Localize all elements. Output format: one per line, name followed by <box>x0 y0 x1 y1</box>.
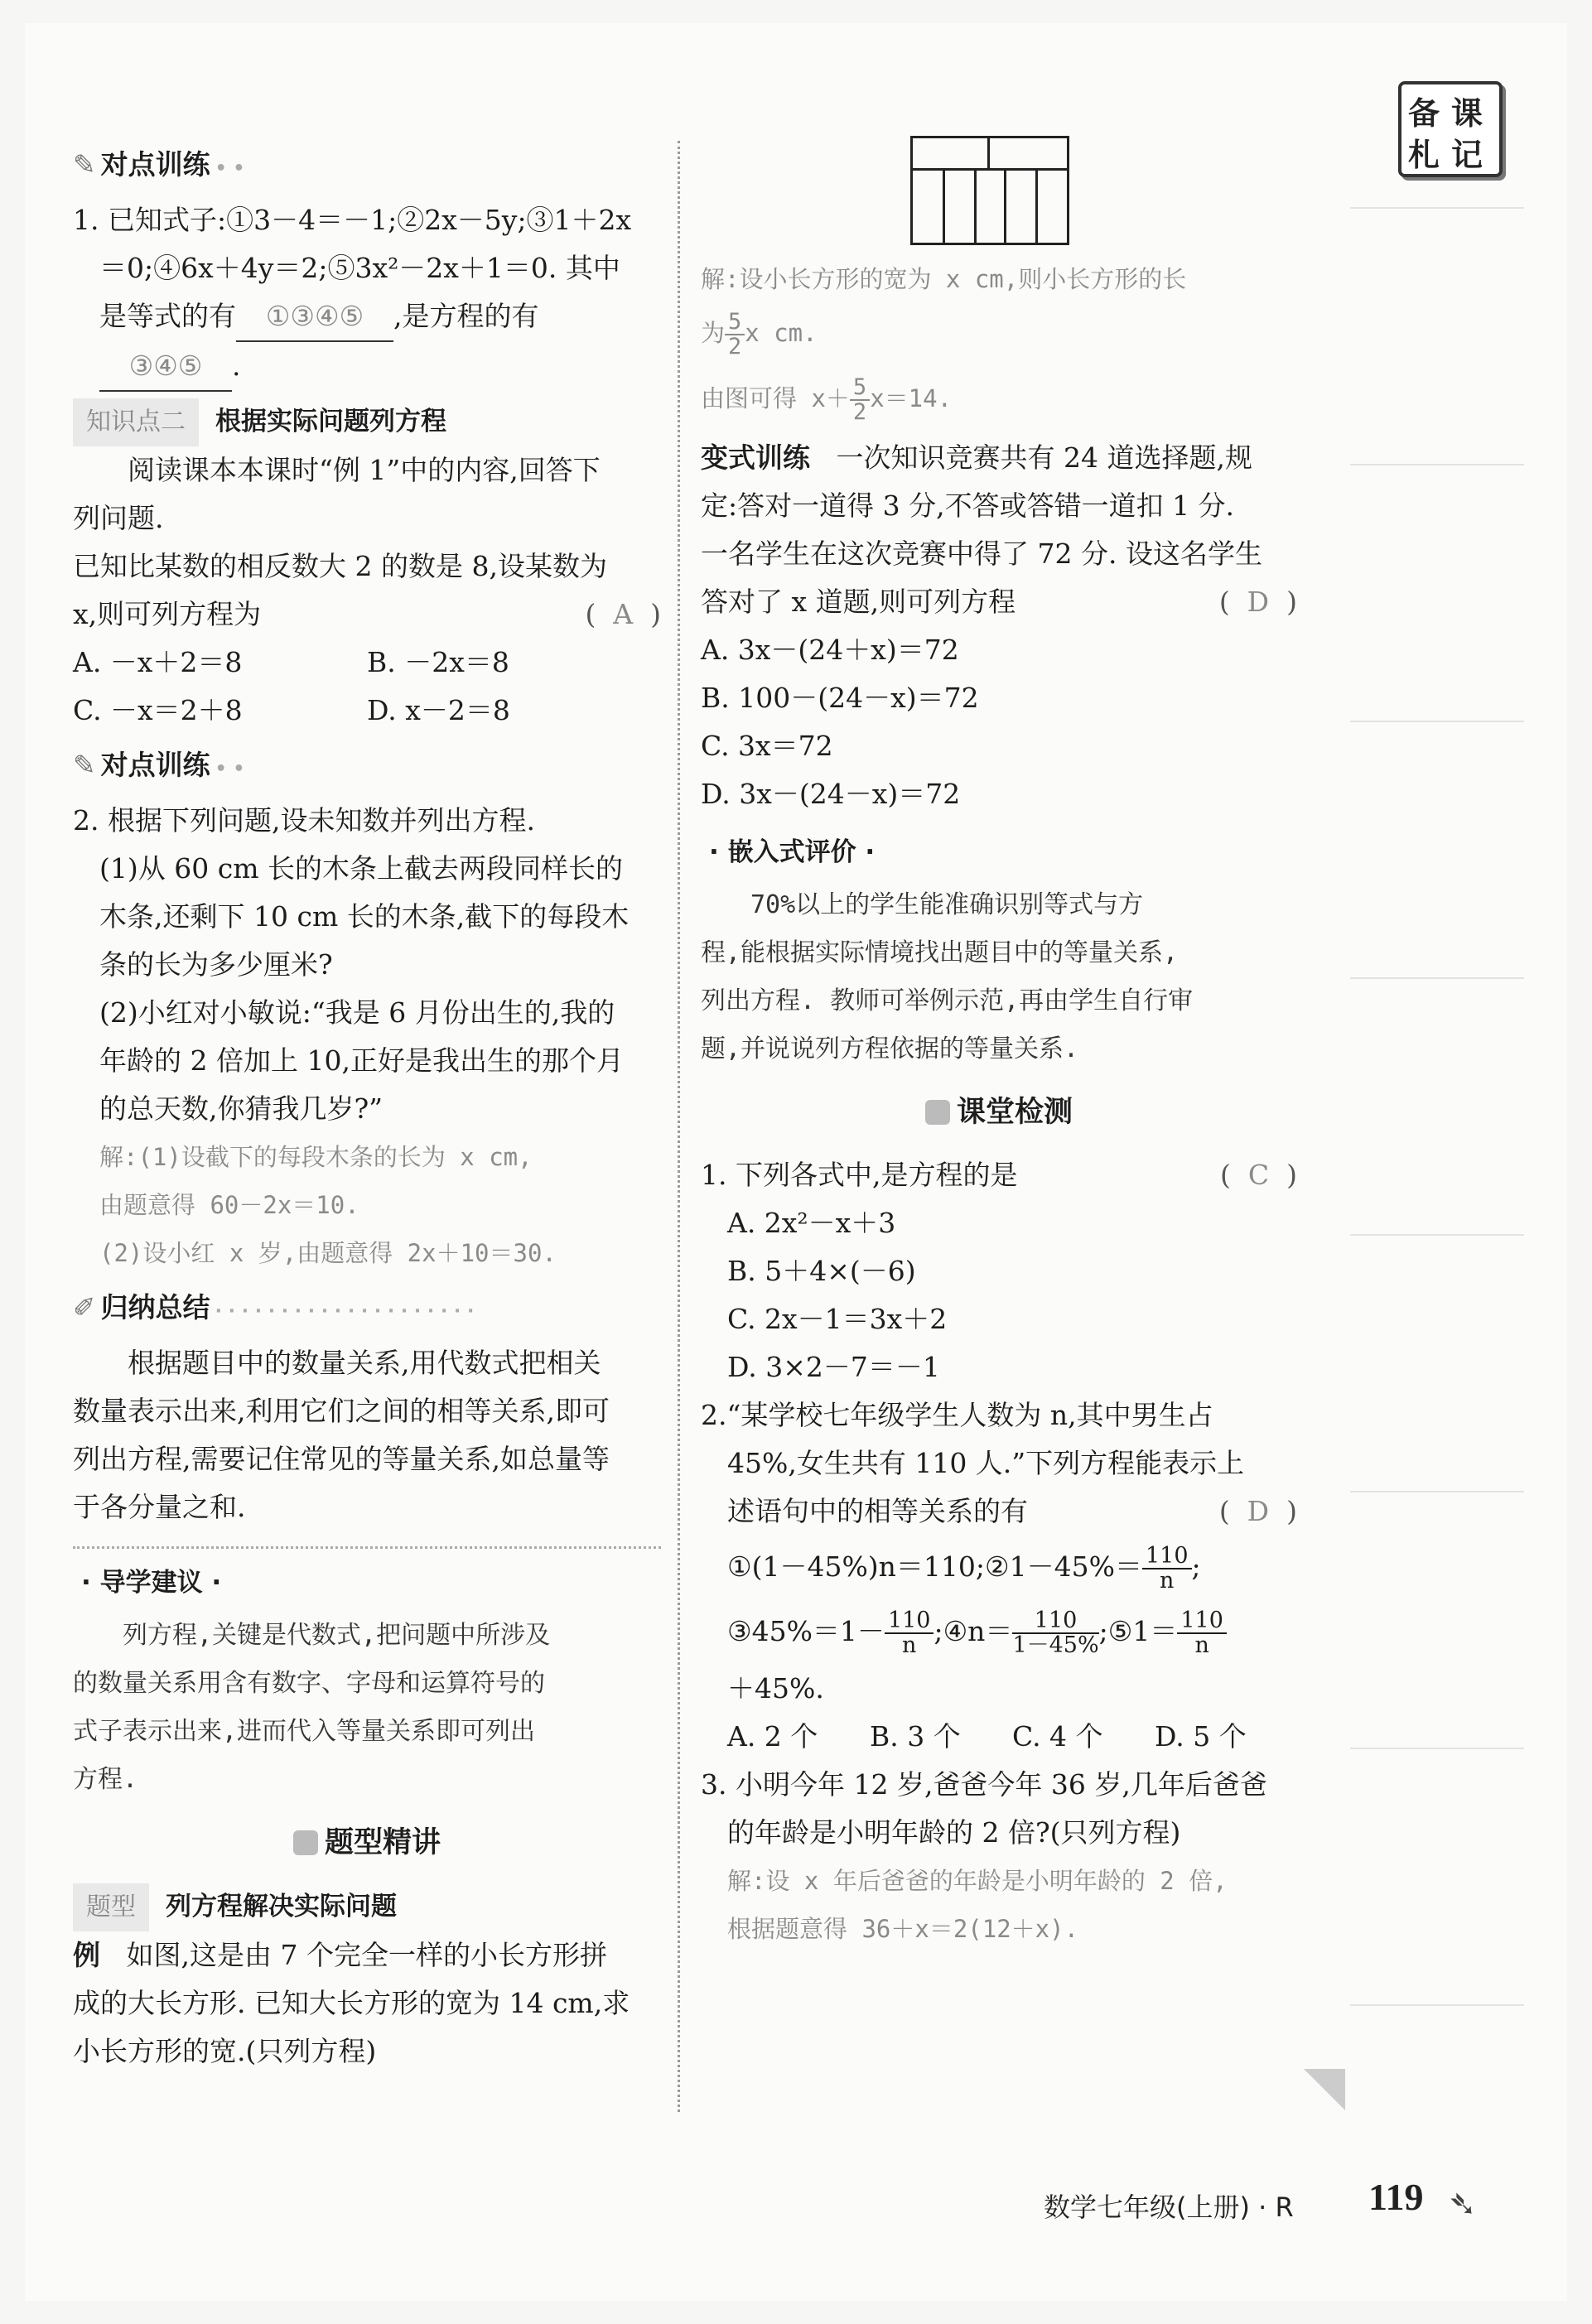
c3-text: 3. 小明今年 12 岁,爸爸今年 36 岁,几年后爸爸 <box>701 1768 1267 1801</box>
q2-solution: 由题意得 60－2x＝10. <box>99 1191 359 1219</box>
note-line <box>1350 464 1524 465</box>
example-text: 成的大长方形. 已知大长方形的宽为 14 cm,求 <box>73 1987 630 2019</box>
q1-equation-answer: ①③④⑤ <box>236 292 393 342</box>
variant-text: 定:答对一道得 3 分,不答或答错一道扣 1 分. <box>701 489 1235 522</box>
q2-text: 条的长为多少厘米? <box>99 948 333 981</box>
option-c: C. 3x＝72 <box>701 730 833 762</box>
book-title: 数学七年级(上册) · R <box>1044 2191 1294 2223</box>
guide-text: 的数量关系用含有数字、字母和运算符号的 <box>73 1669 545 1698</box>
q1-line: ＝0;④6x＋4y＝2;⑤3x²－2x＋1＝0. 其中 <box>99 252 620 284</box>
read-text: 列问题. <box>73 502 164 534</box>
option-a: A. －x＋2＝8 <box>73 646 243 678</box>
guide-text: 方程. <box>73 1765 138 1794</box>
option-d: D. 3x－(24－x)＝72 <box>701 778 961 810</box>
variant-text: 答对了 x 道题,则可列方程 ( D ) <box>701 578 1297 626</box>
option-a: A. 2x²－x＋3 <box>727 1207 896 1239</box>
pencil-icon: ✎ <box>73 749 96 781</box>
corner-decoration <box>1304 2069 1345 2110</box>
seven-rectangles-figure <box>910 136 1069 245</box>
q2-text: 年龄的 2 倍加上 10,正好是我出生的那个月 <box>99 1044 624 1077</box>
embed-title: · 嵌入式评价 · <box>709 837 876 867</box>
badge-char: 备 <box>1408 94 1440 132</box>
type-heading: 题型 列方程解决实际问题 <box>73 1882 661 1931</box>
option-d: D. x－2＝8 <box>367 694 510 726</box>
q2-text: (1)从 60 cm 长的木条上截去两段同样长的 <box>99 852 623 885</box>
option-b: B. －2x＝8 <box>367 646 509 678</box>
variant-text: 一名学生在这次竞赛中得了 72 分. 设这名学生 <box>701 538 1262 570</box>
c3-solution: 根据题意得 36＋x＝2(12＋x). <box>727 1915 1079 1943</box>
example-text: 例 如图,这是由 7 个完全一样的小长方形拼 <box>73 1939 607 1971</box>
option-c: C. 2x－1＝3x＋2 <box>727 1303 948 1335</box>
page-corner-icon: ➴ <box>1448 2183 1478 2224</box>
right-column <box>701 137 1297 1953</box>
c3-solution: 解:设 x 年后爸爸的年龄是小明年龄的 2 倍, <box>727 1867 1228 1895</box>
option-a: A. 2 个 <box>727 1720 818 1753</box>
summary-heading: ✐ 归纳总结 · · · · · · · · · · · · · · · · · · · · <box>73 1291 475 1324</box>
options-row <box>73 639 661 687</box>
c2-equations: ③45%＝1－ $\frac{110}{n}$ ;④n＝ $\frac{110}{1-45\%}$ ;⑤1＝ $\frac{110}{n}$ <box>701 1598 1297 1665</box>
answer-bracket: ( C ) <box>1220 1159 1297 1191</box>
kp-tag: 知识点二 <box>73 398 199 446</box>
knowledge-point-heading: 知识点二 根据实际问题列方程 <box>73 397 661 446</box>
note-line <box>1350 1748 1524 1749</box>
kq-text: x,则可列方程为 ( A ) <box>73 591 661 639</box>
option-c: C. －x＝2＋8 <box>73 694 243 726</box>
variant-text: 变式训练 一次知识竞赛共有 24 道选择题,规 <box>701 441 1252 474</box>
practice-heading: ✎ 对点训练 • • <box>73 148 245 181</box>
q2-solution: 解:(1)设截下的每段木条的长为 x cm, <box>99 1143 533 1171</box>
guide-text: 列方程,关键是代数式,把问题中所涉及 <box>123 1621 551 1650</box>
summary-text: 于各分量之和. <box>73 1491 246 1523</box>
separator <box>73 1546 661 1549</box>
summary-text: 列出方程,需要记住常见的等量关系,如总量等 <box>73 1443 610 1475</box>
column-divider <box>678 141 680 2112</box>
q2-text: 木条,还剩下 10 cm 长的木条,截下的每段木 <box>99 900 630 933</box>
example-solution: 由图可得 x＋ $\frac{5}{2}$ x＝14. <box>701 374 953 425</box>
example-solution: 解:设小长方形的宽为 x cm,则小长方形的长 <box>701 265 1187 293</box>
note-line <box>1350 2004 1524 2006</box>
note-line <box>1350 721 1524 722</box>
q2-text: (2)小红对小敏说:“我是 6 月份出生的,我的 <box>99 996 615 1029</box>
option-d: D. 3×2－7＝－1 <box>727 1351 940 1383</box>
pen-icon: ✐ <box>73 1291 96 1324</box>
section-heading: 题型精讲 <box>73 1819 661 1867</box>
note-line <box>1350 1234 1524 1236</box>
fraction: $\frac{110}{1-45\%}$ <box>1012 1607 1099 1658</box>
option-d: D. 5 个 <box>1155 1720 1247 1753</box>
note-line <box>1350 1491 1524 1492</box>
lesson-notes-badge <box>1398 81 1503 177</box>
left-column <box>73 137 661 2076</box>
summary-text: 数量表示出来,利用它们之间的相等关系,即可 <box>73 1395 610 1427</box>
q1-line: 1. 已知式子:①3－4＝－1;②2x－5y;③1＋2x <box>73 204 632 236</box>
fraction: $\frac{110}{n}$ <box>885 1609 934 1658</box>
c2-text: 45%,女生共有 110 人.”下列方程能表示上 <box>727 1447 1245 1479</box>
option-b: B. 5＋4×(－6) <box>727 1255 916 1287</box>
option-a: A. 3x－(24＋x)＝72 <box>701 634 959 666</box>
read-text: 阅读课本本课时“例 1”中的内容,回答下 <box>128 454 601 486</box>
practice-heading: ✎ 对点训练 • • <box>73 749 245 781</box>
embed-text: 题,并说说列方程依据的等量关系. <box>701 1034 1079 1063</box>
pencil-icon: ✎ <box>73 148 96 181</box>
badge-char: 札 <box>1408 136 1440 173</box>
guide-title: · 导学建议 · <box>81 1568 222 1598</box>
answer-bracket: ( D ) <box>1218 586 1297 618</box>
example-text: 小长方形的宽.(只列方程) <box>73 2035 377 2067</box>
c2-equations: ＋45%. <box>727 1672 824 1704</box>
section-icon <box>293 1830 318 1855</box>
c2-text: 述语句中的相等关系的有 ( D ) <box>701 1487 1297 1536</box>
fraction: $\frac{5}{2}$ <box>725 311 745 359</box>
answer-bracket: ( D ) <box>1218 1495 1297 1527</box>
c1-stem: 1. 下列各式中,是方程的是 ( C ) <box>701 1151 1297 1199</box>
kq-text: 已知比某数的相反数大 2 的数是 8,设某数为 <box>73 550 607 582</box>
option-c: C. 4 个 <box>1012 1720 1103 1753</box>
page-number: 119 <box>1368 2176 1424 2218</box>
fraction: $\frac{110}{n}$ <box>1142 1545 1192 1594</box>
options-row <box>73 687 661 735</box>
embed-text: 70%以上的学生能准确识别等式与方 <box>750 890 1144 919</box>
options-row <box>701 1713 1297 1761</box>
badge-char: 记 <box>1451 136 1483 173</box>
section-icon <box>925 1100 950 1125</box>
note-line <box>1350 207 1524 209</box>
note-line <box>1350 977 1524 979</box>
example-solution: 为 $\frac{5}{2}$ x cm. <box>701 308 818 359</box>
guide-text: 式子表示出来,进而代入等量关系即可列出 <box>73 1717 536 1746</box>
q1-line: 是等式的有 ①③④⑤ ,是方程的有 <box>73 292 661 342</box>
fraction: $\frac{110}{n}$ <box>1177 1609 1227 1658</box>
q2-solution: (2)设小红 x 岁,由题意得 2x＋10＝30. <box>99 1239 557 1267</box>
fraction: $\frac{5}{2}$ <box>850 376 870 425</box>
embed-text: 程,能根据实际情境找出题目中的等量关系, <box>701 938 1179 967</box>
q2-text: 2. 根据下列问题,设未知数并列出方程. <box>73 804 535 837</box>
q1-line: ③④⑤ . <box>73 342 661 392</box>
c3-text: 的年龄是小明年龄的 2 倍?(只列方程) <box>727 1816 1181 1849</box>
badge-char: 课 <box>1451 94 1483 132</box>
option-b: B. 100－(24－x)＝72 <box>701 682 979 714</box>
c2-text: 2.“某学校七年级学生人数为 n,其中男生占 <box>701 1399 1213 1431</box>
section-heading: 课堂检测 <box>701 1088 1297 1136</box>
summary-text: 根据题目中的数量关系,用代数式把相关 <box>128 1347 601 1379</box>
c2-equations: ①(1－45%)n＝110;②1－45%＝ $\frac{110}{n}$ ; <box>727 1542 1201 1594</box>
q1-equation-answer-2: ③④⑤ <box>99 342 232 392</box>
embed-text: 列出方程. 教师可举例示范,再由学生自行审 <box>701 986 1194 1015</box>
q2-text: 的总天数,你猜我几岁?” <box>99 1092 384 1125</box>
answer-bracket: ( A ) <box>585 598 661 630</box>
option-b: B. 3 个 <box>870 1720 961 1753</box>
